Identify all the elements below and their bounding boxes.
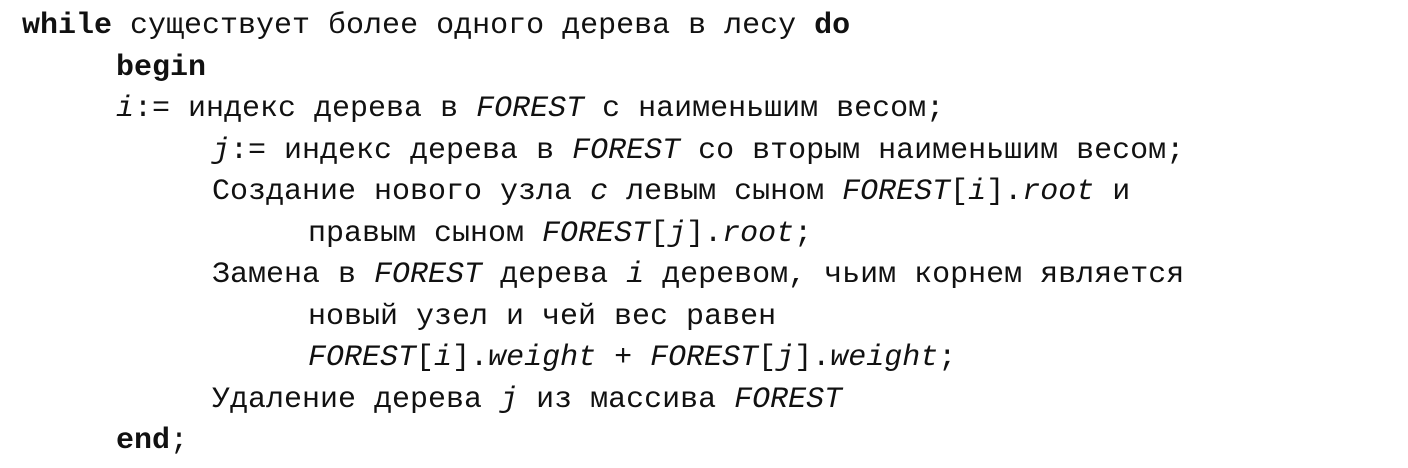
line-new-node-weight	[22, 297, 1402, 339]
algorithm-listing	[22, 6, 1402, 463]
index-open: [	[950, 175, 969, 209]
forest-ref: FOREST	[842, 175, 951, 209]
field-root: root	[722, 216, 795, 251]
var-j: j	[776, 341, 795, 375]
forest-ref: FOREST	[308, 341, 417, 375]
line-weight-sum	[22, 338, 1402, 380]
plus-operator: +	[596, 341, 651, 375]
line-remove-tree	[22, 380, 1402, 422]
forest-ref: FOREST	[542, 216, 651, 251]
create-node-tail: и	[1094, 175, 1131, 209]
var-i: i	[626, 258, 645, 292]
keyword-begin: begin	[116, 50, 207, 85]
index-open: [	[416, 341, 435, 375]
line-right-child	[22, 214, 1402, 256]
index-close: ].	[452, 341, 489, 375]
index-close: ].	[686, 216, 723, 251]
right-child-text: правым сыном	[308, 216, 543, 251]
forest-ref: FOREST	[374, 258, 483, 292]
assign-i-tail: с наименьшим весом;	[584, 92, 945, 126]
var-j: j	[668, 216, 687, 251]
loop-condition: существует более одного дерева в лесу	[112, 9, 815, 43]
right-child-tail: ;	[794, 216, 813, 251]
field-weight: weight	[488, 341, 597, 375]
field-root: root	[1022, 175, 1095, 209]
line-begin	[22, 48, 1402, 90]
var-i: i	[434, 341, 453, 375]
index-open: [	[758, 341, 777, 375]
field-weight: weight	[830, 341, 939, 375]
var-i: i	[116, 92, 135, 126]
create-node-mid: левым сыном	[608, 175, 843, 209]
forest-ref: FOREST	[734, 382, 843, 417]
replace-text: Замена в	[212, 258, 375, 292]
line-end	[22, 421, 1402, 463]
index-open: [	[650, 216, 669, 251]
forest-ref: FOREST	[572, 133, 681, 168]
remove-mid: из массива	[518, 382, 735, 417]
keyword-while: while	[22, 9, 113, 43]
remove-text: Удаление дерева	[212, 382, 501, 417]
line-assign-i	[22, 89, 1402, 131]
index-close: ].	[986, 175, 1023, 209]
replace-mid: дерева	[482, 258, 627, 292]
new-node-weight-text: новый узел и чей вес равен	[308, 299, 777, 334]
replace-tail: деревом, чьим корнем является	[644, 258, 1185, 292]
weight-sum-tail: ;	[938, 341, 957, 375]
end-semicolon: ;	[170, 424, 189, 458]
line-assign-j	[22, 131, 1402, 173]
forest-ref: FOREST	[476, 92, 585, 126]
index-close: ].	[794, 341, 831, 375]
line-replace-tree	[22, 255, 1402, 297]
line-while	[22, 6, 1402, 48]
forest-ref: FOREST	[650, 341, 759, 375]
assign-i-text: := индекс дерева в	[134, 92, 477, 126]
keyword-end: end	[116, 424, 171, 458]
assign-j-text: := индекс дерева в	[230, 133, 573, 168]
var-j: j	[212, 133, 231, 168]
var-c: c	[590, 175, 609, 209]
assign-j-tail: со вторым наименьшим весом;	[680, 133, 1185, 168]
var-j: j	[500, 382, 519, 417]
keyword-do: do	[814, 9, 851, 43]
var-i: i	[968, 175, 987, 209]
create-node-text: Создание нового узла	[212, 175, 591, 209]
line-create-node	[22, 172, 1402, 214]
